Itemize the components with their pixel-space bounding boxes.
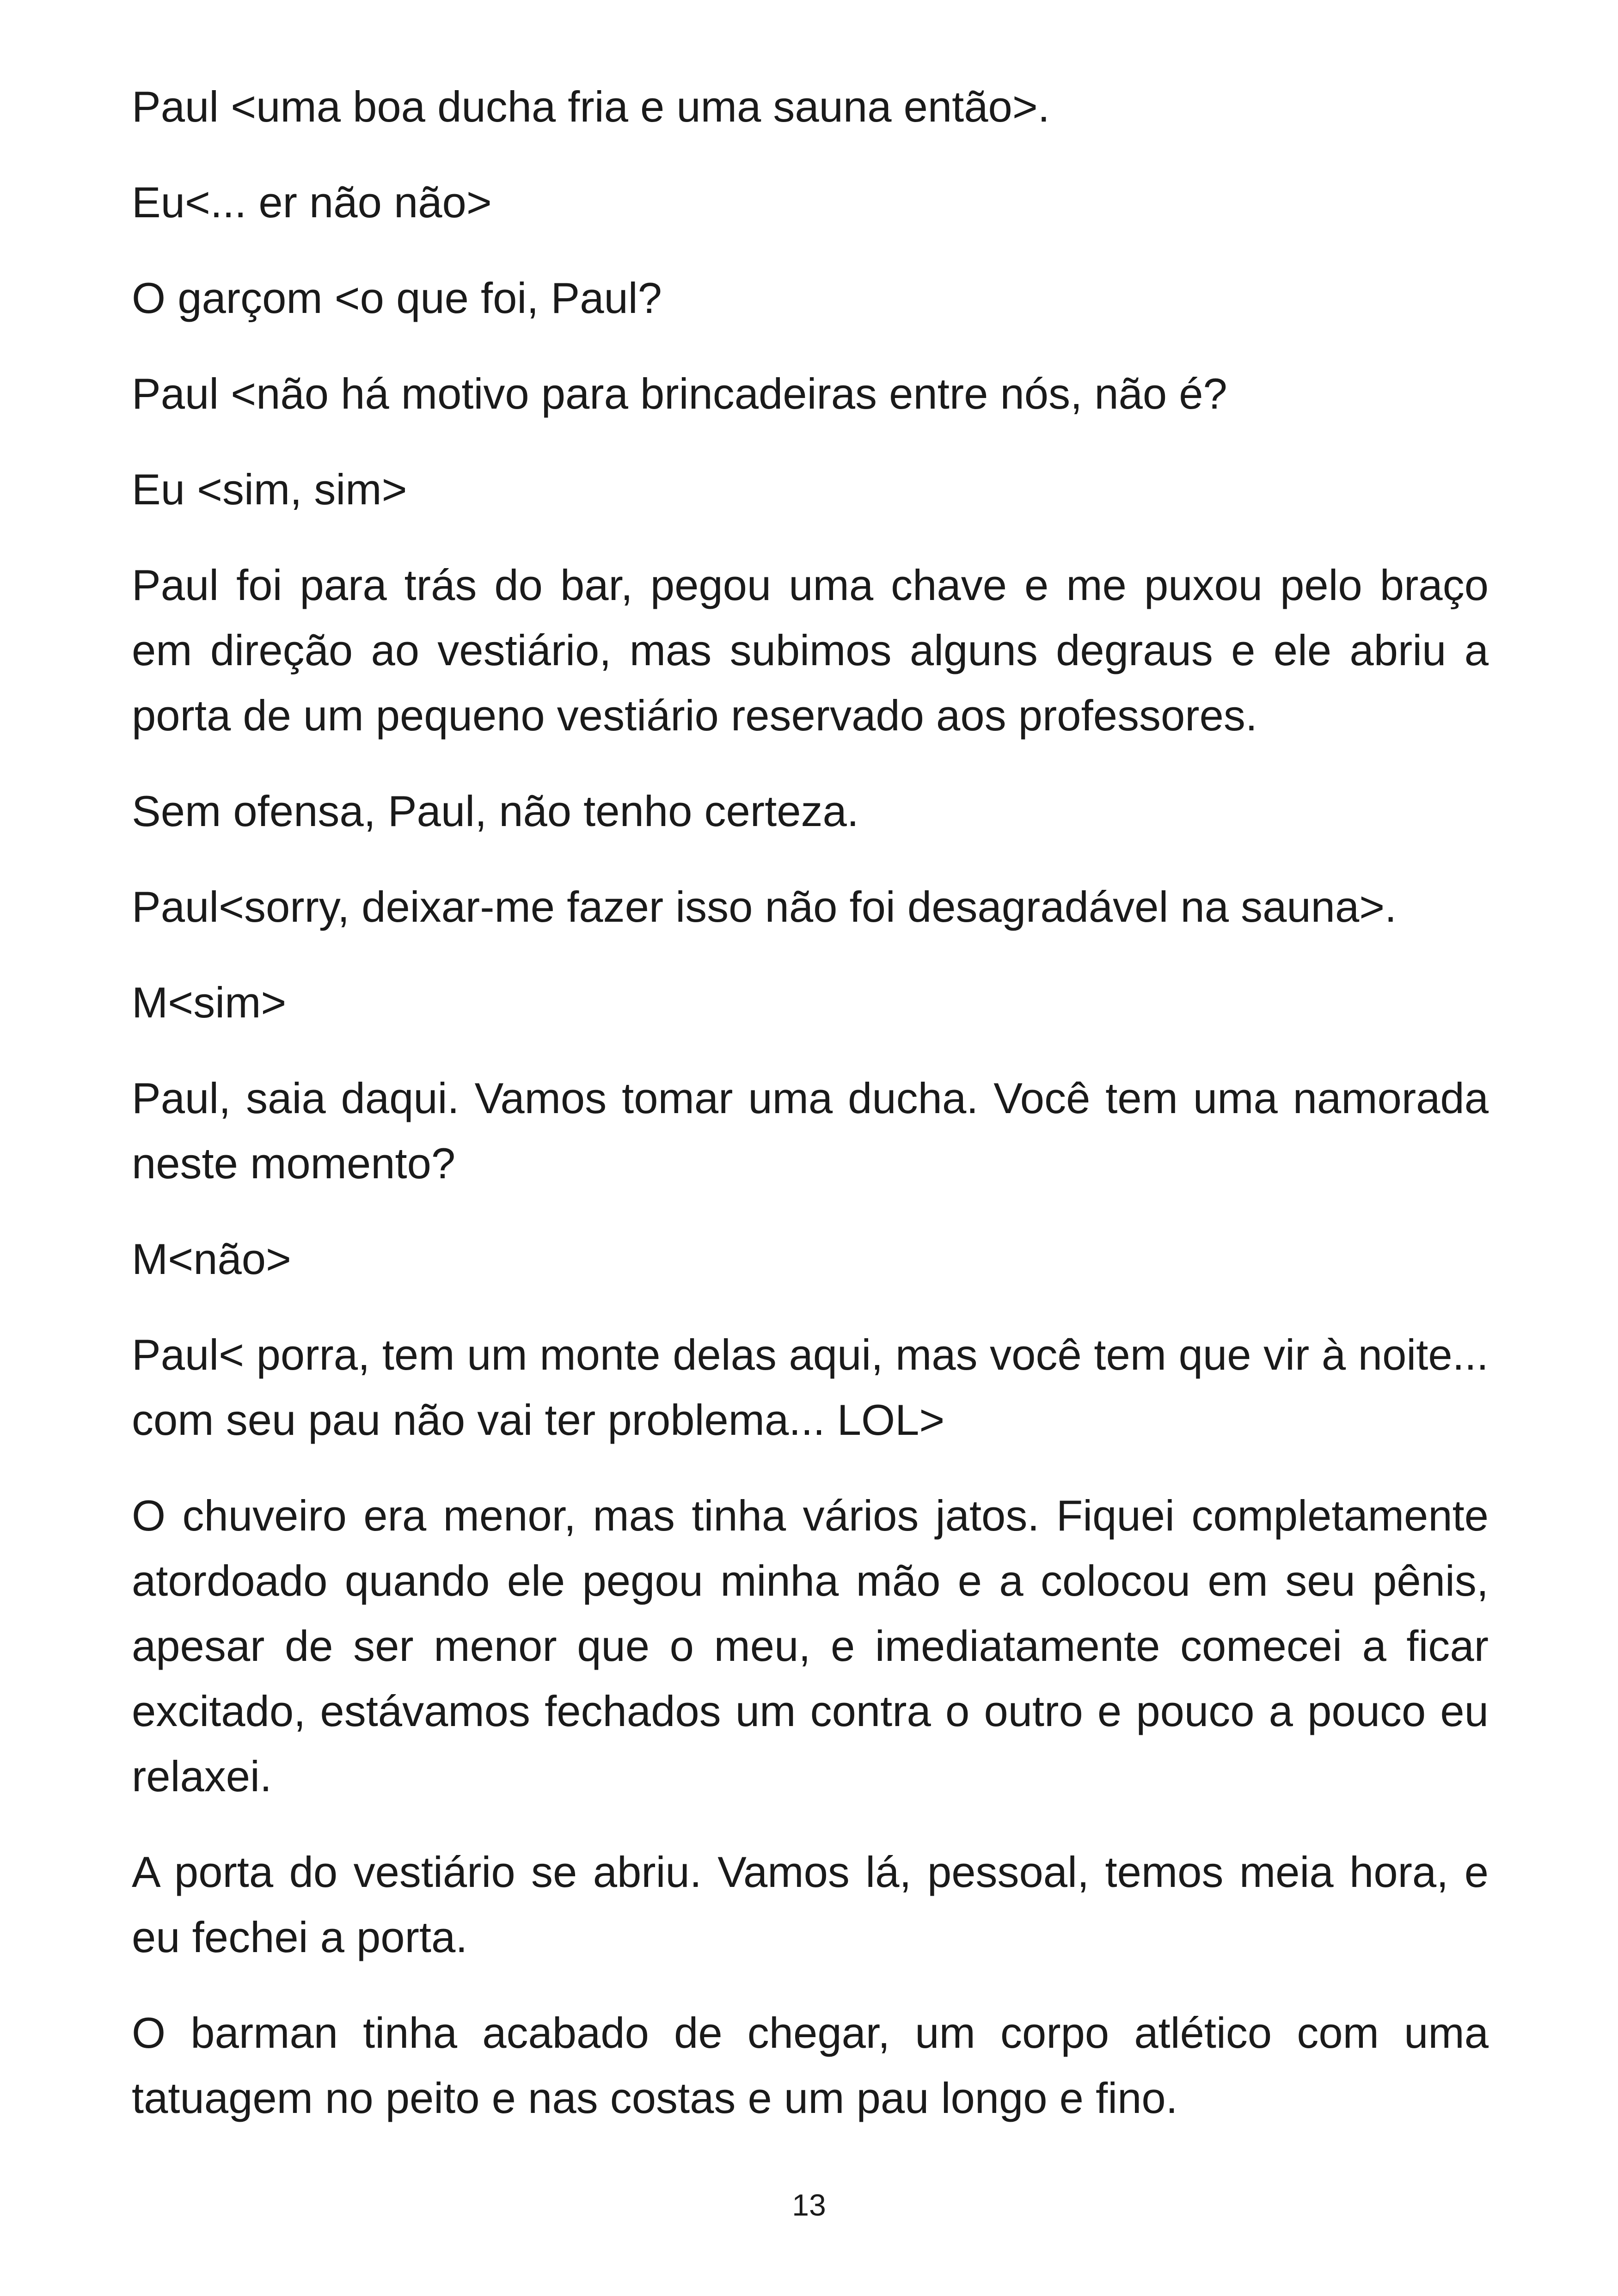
paragraph: O barman tinha acabado de chegar, um corpo atlético com uma tatuagem no peito e nas costas e um pau longo e fino. xyxy=(132,2008,1489,2122)
paragraph: A porta do vestiário se abriu. Vamos lá, pessoal, temos meia hora, e eu fechei a porta. xyxy=(132,1848,1489,1961)
paragraph: Eu<... er não não> xyxy=(132,178,492,227)
paragraph: Paul <não há motivo para brincadeiras entre nós, não é? xyxy=(132,369,1227,418)
paragraph: Paul <uma boa ducha fria e uma sauna então>. xyxy=(132,82,1050,131)
paragraph: Eu <sim, sim> xyxy=(132,465,407,514)
paragraph: O garçom <o que foi, Paul? xyxy=(132,274,662,322)
paragraph: Paul< porra, tem um monte delas aqui, mas você tem que vir à noite... com seu pau não vai ter problema... LOL> xyxy=(132,1330,1489,1444)
paragraph: Paul, saia daqui. Vamos tomar uma ducha. Você tem uma namorada neste momento? xyxy=(132,1074,1489,1188)
paragraph: O chuveiro era menor, mas tinha vários jatos. Fiquei completamente atordoado quando ele pegou minha mão e a colocou em seu pênis, apesar de ser menor que o meu, e imediatamente comecei a ficar excitado, estávamos fechados um contra o outro e pouco a pouco eu relaxei. xyxy=(132,1491,1489,1800)
paragraph: Paul foi para trás do bar, pegou uma chave e me puxou pelo braço em direção ao vestiário, mas subimos alguns degraus e ele abriu a porta de um pequeno vestiário reservado aos professores. xyxy=(132,561,1489,740)
body-text xyxy=(132,74,1489,2161)
page-number: 13 xyxy=(792,2188,826,2222)
paragraph: M<sim> xyxy=(132,978,287,1027)
paragraph: Sem ofensa, Paul, não tenho certeza. xyxy=(132,787,859,835)
paragraph: M<não> xyxy=(132,1235,291,1283)
paragraph: Paul<sorry, deixar-me fazer isso não foi desagradável na sauna>. xyxy=(132,882,1397,931)
